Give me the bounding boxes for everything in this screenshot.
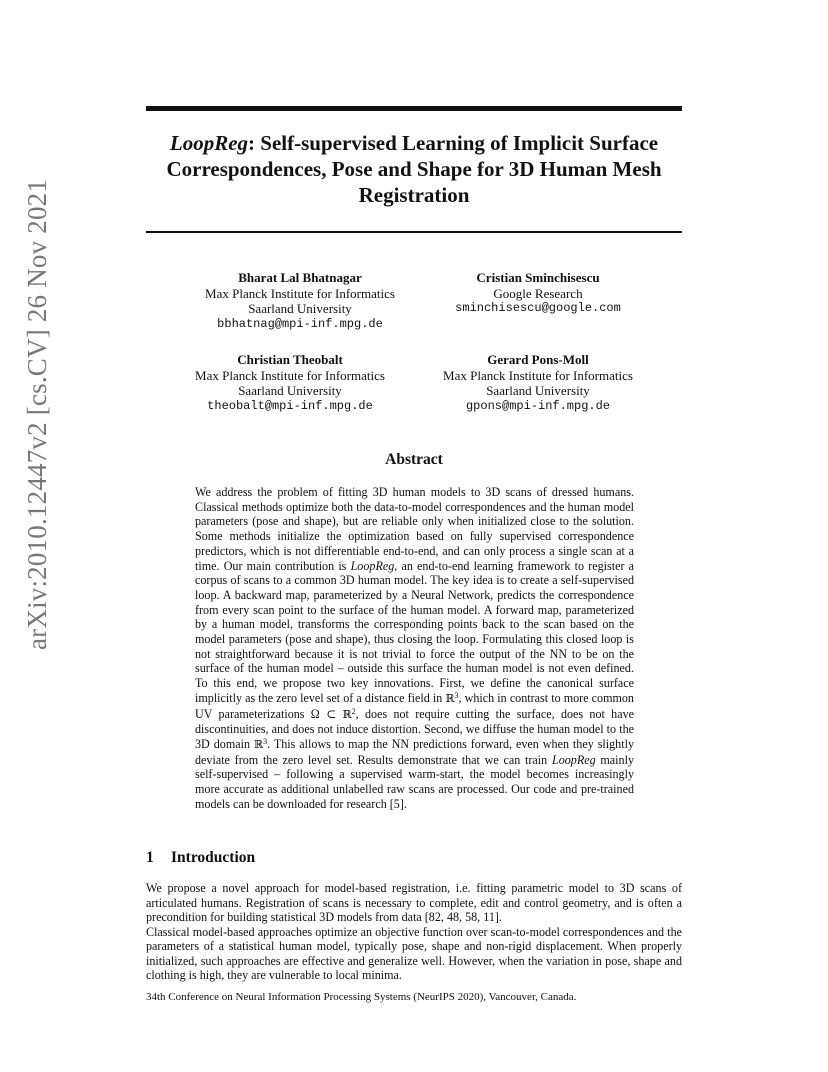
author-affiliation: Google Research bbox=[493, 285, 583, 301]
abstract-text-segment: , which in contrast to more common UV parameterizations Ω ⊂ bbox=[195, 690, 634, 721]
author-email[interactable]: theobalt@mpi-inf.mpg.de bbox=[207, 398, 373, 413]
abstract-text-segment: , does not require cutting the surface, does not have discontinuities, and does not induce distortion. Second, we diffuse the human model to the 3D domain bbox=[195, 706, 634, 751]
section-number: 1 bbox=[146, 849, 154, 866]
paper-title-method: LoopReg bbox=[169, 131, 249, 155]
math-superscript: 2 bbox=[351, 706, 356, 716]
abstract-text-segment: mainly self-supervised – following a supervised warm-start, the model becomes increasingly more accurate as additional unlabelled raw scans are processed. Our code and pre-trained models can be downloaded for research [5]. bbox=[195, 752, 634, 811]
math-symbol: ℝ bbox=[342, 707, 352, 721]
author-name: Cristian Sminchisescu bbox=[476, 270, 600, 285]
arxiv-sidebar bbox=[12, 178, 62, 650]
author-affiliation: Saarland University bbox=[238, 383, 342, 398]
math-symbol: ℝ bbox=[445, 691, 455, 705]
method-name: LoopReg bbox=[551, 752, 596, 767]
math-superscript: 3 bbox=[263, 736, 268, 746]
section-title: Introduction bbox=[171, 849, 256, 866]
title-bottom-rule bbox=[146, 231, 682, 233]
abstract-text-segment: , an end-to-end learning framework to register a corpus of scans to a common 3D human model. The key idea is to create a self-supervised loop. A backward map, parameterized by a Neural Network, predicts the correspondence from every scan point to the surface of the human model. A forward map, parameterized by a human model, transforms the corresponding points back to the scan based on the model parameters (pose and shape), thus closing the loop. Formulating this closed loop is not straightforward because it is not trivial to force the output of the NN to be on the surface of the human model – outside this surface the human model is not even defined. To this end, we propose two key innovations. First, we define the canonical surface implicitly as the zero level set of a distance field in bbox=[195, 558, 635, 705]
author-block bbox=[398, 352, 678, 414]
introduction-text bbox=[146, 881, 682, 983]
abstract-text bbox=[195, 485, 634, 811]
author-block bbox=[398, 270, 678, 317]
author-email[interactable]: sminchisescu@google.com bbox=[455, 301, 621, 315]
author-affiliation: Max Planck Institute for Informatics bbox=[195, 367, 385, 383]
author-affiliation: Saarland University bbox=[486, 383, 590, 398]
paper-title-rest: : Self-supervised Learning of Implicit Surface Correspondences, Pose and Shape for 3D Human Mesh Registration bbox=[166, 131, 662, 207]
abstract-text-segment: . This allows to map the NN predictions forward, even when they slightly deviate from the zero level set. Results demonstrate that we can train bbox=[195, 736, 634, 767]
conference-footnote: 34th Conference on Neural Information Processing Systems (NeurIPS 2020), Vancouver, Canada. bbox=[146, 991, 577, 1003]
paragraph: Classical model-based approaches optimize an objective function over scan-to-model correspondences and the parameters of a statistical human model, typically pose, shape and non-rigid displacement. When properly initialized, such approaches are effective and generalize well. However, when the variation in pose, shape and clothing is high, they are vulnerable to local minima. bbox=[146, 924, 682, 982]
author-email[interactable]: gpons@mpi-inf.mpg.de bbox=[465, 398, 611, 413]
title-top-rule bbox=[146, 106, 682, 111]
paragraph: We propose a novel approach for model-based registration, i.e. fitting parametric model to 3D scans of articulated humans. Registration of scans is necessary to complete, edit and control geometry, and is often a precondition for building statistical 3D models from data [82, 48, 58, 11]. bbox=[146, 881, 682, 924]
author-affiliation: Saarland University bbox=[248, 301, 352, 316]
paper-title bbox=[146, 130, 682, 208]
arxiv-identifier: arXiv:2010.12447v2 [cs.CV] 26 Nov 2021 bbox=[22, 178, 52, 650]
author-affiliation: Max Planck Institute for Informatics bbox=[443, 367, 633, 383]
author-name: Gerard Pons-Moll bbox=[487, 352, 589, 367]
math-symbol: ℝ bbox=[253, 737, 264, 751]
author-affiliation: Max Planck Institute for Informatics bbox=[205, 285, 395, 301]
abstract-text-segment: We address the problem of fitting 3D human models to 3D scans of dressed humans. Classical methods optimize both the data-to-model correspondences and the human model parameters (pose and shape), but are reliable only when initialized close to the solution. Some methods initialize the optimization based on fully supervised correspondence predictors, which is not differentiable end-to-end, and can only process a single scan at a time. Our main contribution is bbox=[195, 485, 634, 573]
author-email[interactable]: bbhatnag@mpi-inf.mpg.de bbox=[217, 316, 383, 331]
section-heading bbox=[146, 849, 546, 867]
abstract-heading: Abstract bbox=[385, 451, 443, 468]
method-name: LoopReg bbox=[350, 558, 395, 573]
author-name: Bharat Lal Bhatnagar bbox=[238, 270, 362, 285]
author-block bbox=[150, 352, 430, 414]
math-superscript: 3 bbox=[454, 690, 459, 700]
author-name: Christian Theobalt bbox=[237, 352, 343, 367]
